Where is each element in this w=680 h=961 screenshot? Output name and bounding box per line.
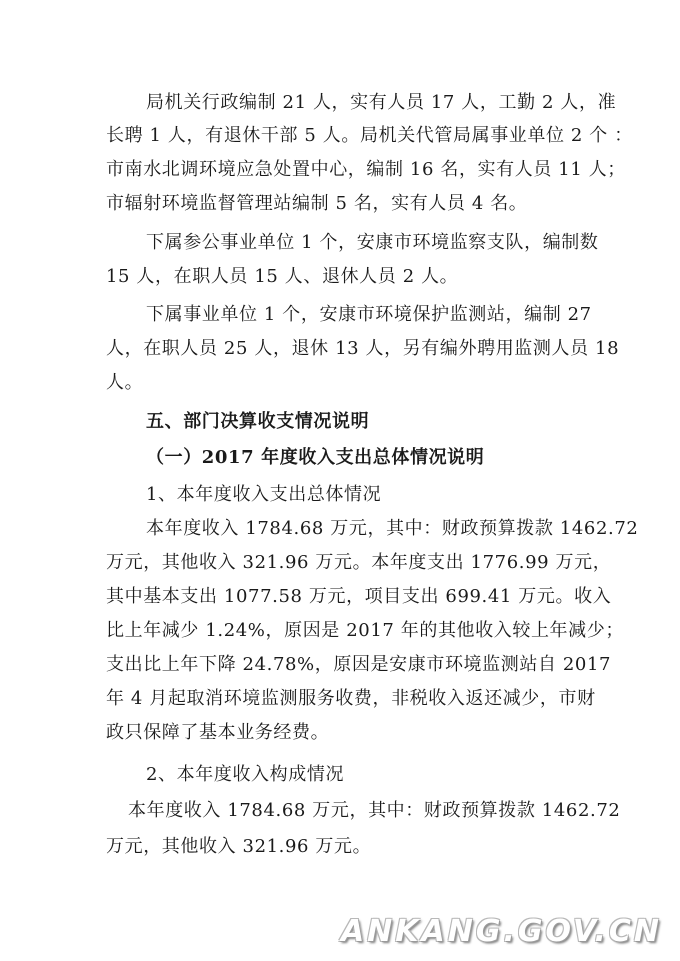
paragraph-staff-line-4: 市辐射环境监督管理站编制 5 名，实有人员 4 名。 (106, 193, 528, 214)
subsection-heading: （一）2017 年度收入支出总体情况说明 (146, 447, 485, 468)
item1-text-line-6: 年 4 月起取消环境监测服务收费，非税收入返还减少，市财 (106, 688, 596, 709)
paragraph-monitoring-line-1: 下属事业单位 1 个，安康市环境保护监测站，编制 27 (146, 304, 592, 325)
item1-heading: 1、本年度收入支出总体情况 (146, 484, 382, 505)
paragraph-staff-line-1: 局机关行政编制 21 人，实有人员 17 人，工勤 2 人，准 (146, 92, 617, 113)
item2-text-line-1: 本年度收入 1784.68 万元，其中：财政预算拨款 1462.72 (128, 800, 621, 821)
item1-text-line-1: 本年度收入 1784.68 万元，其中：财政预算拨款 1462.72 (146, 518, 639, 539)
item1-text-line-7: 政只保障了基本业务经费。 (106, 722, 330, 743)
item1-text-line-3: 其中基本支出 1077.58 万元，项目支出 699.41 万元。收入 (106, 586, 612, 607)
section-heading: 五、部门决算收支情况说明 (146, 411, 370, 432)
paragraph-staff-line-2: 长聘 1 人，有退休干部 5 人。局机关代管局属事业单位 2 个 ： (106, 125, 633, 146)
paragraph-monitoring-line-2: 人，在职人员 25 人，退休 13 人，另有编外聘用监测人员 18 (106, 338, 620, 359)
item2-heading: 2、本年度收入构成情况 (146, 764, 345, 785)
paragraph-staff-line-3: 市南水北调环境应急处置中心，编制 16 名，实有人员 11 人； (106, 159, 626, 180)
item1-text-line-2: 万元，其他收入 321.96 万元。本年度支出 1776.99 万元， (106, 552, 612, 573)
paragraph-monitoring-line-3: 人。 (106, 372, 144, 393)
item1-text-line-5: 支出比上年下降 24.78%，原因是安康市环境监测站自 2017 (106, 654, 612, 675)
item2-text-line-2: 万元，其他收入 321.96 万元。 (106, 836, 372, 857)
paragraph-inspection-line-2: 15 人，在职人员 15 人、退休人员 2 人。 (106, 266, 459, 287)
site-watermark: ANKANG.GOV.CN (340, 914, 662, 949)
item1-text-line-4: 比上年减少 1.24%，原因是 2017 年的其他收入较上年减少； (106, 620, 624, 641)
paragraph-inspection-line-1: 下属参公事业单位 1 个，安康市环境监察支队，编制数 (146, 232, 599, 253)
